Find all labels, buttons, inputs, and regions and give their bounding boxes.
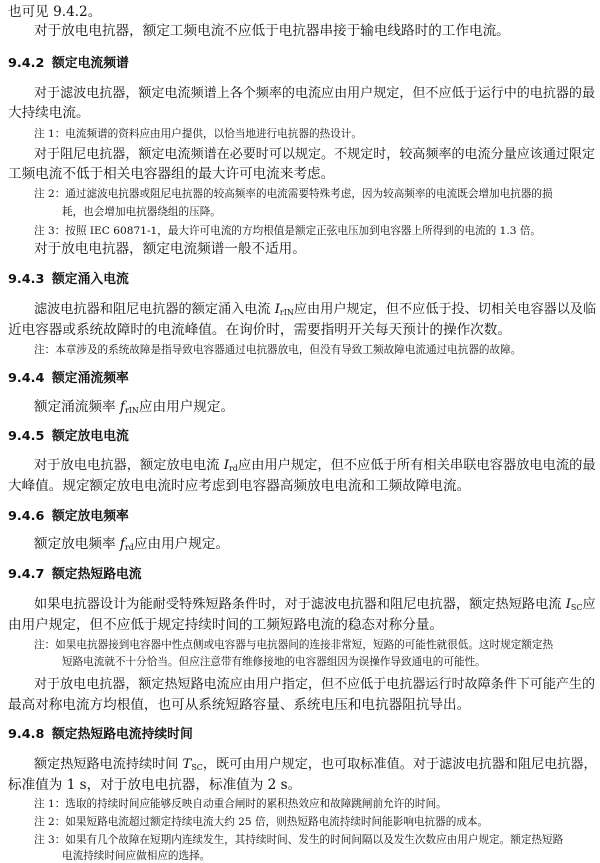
intro-line-1: 也可见 9.4.2。 (8, 4, 102, 20)
section-number: 9.4.2 (8, 56, 45, 71)
paragraph: 对于阻尼电抗器，额定电流频谱在必要时可以规定。不规定时，较高频率的电流分量应该通过限定 (34, 147, 596, 162)
paragraph: 对于放电电抗器，额定热短路电流应由用户指定，但不应低于电抗器运行时故障条件下可能产生的 (34, 677, 596, 692)
note: 注 1：选取的持续时间应能够反映自动重合闸时的累积热效应和故障跳闸前允许的时间。 (34, 798, 447, 810)
section-number: 9.4.3 (8, 272, 45, 287)
note: 注 3：按照 IEC 60871-1，最大许可电流的方均根值是额定正弦电压加到电容器上所得到的电流的 1.3 倍。 (34, 225, 542, 237)
section-title: 额定涌入电流 (52, 272, 129, 287)
paragraph: 滤波电抗器和阻尼电抗器的额定涌入电流 $I_{rIN}$应由用户规定，但不应低于投、切相关电容器以及临 (34, 302, 597, 317)
section-title: 额定涌流频率 (52, 371, 129, 386)
section-title: 额定电流频谱 (52, 56, 129, 71)
section-title: 额定放电频率 (52, 509, 129, 524)
section-9-4-5-heading (8, 428, 129, 446)
note: 注 2：通过滤波电抗器或阻尼电抗器的较高频率的电流需要特殊考虑，因为较高频率的电流既会增加电抗器的损 (34, 188, 553, 200)
section-number: 9.4.8 (8, 727, 45, 742)
section-number: 9.4.7 (8, 567, 45, 582)
paragraph: 额定涌流频率 $f_{rIN}$应由用户规定。 (34, 399, 235, 415)
intro-line-2: 对于放电电抗器，额定工频电流不应低于电抗器串接于输电线路时的工作电流。 (34, 23, 510, 39)
section-9-4-8-heading (8, 726, 193, 744)
section-9-4-7-heading (8, 566, 142, 584)
section-9-4-6-heading (8, 508, 129, 526)
section-9-4-4-heading (8, 370, 129, 388)
paragraph: 工频电流不低于相关电容器组的最大许可电流来考虑。 (8, 166, 335, 182)
paragraph: 标准值为 1 s，对于放电电抗器，标准值为 2 s。 (8, 777, 302, 793)
section-title: 额定放电电流 (52, 429, 129, 444)
note: 注 2：如果短路电流超过额定持续电流大约 25 倍，则热短路电流持续时间能影响电抗器的成本。 (34, 816, 489, 828)
paragraph: 大峰值。规定额定放电电流时应考虑到电容器高频放电电流和工频故障电流。 (8, 478, 471, 494)
paragraph: 对于滤波电抗器，额定电流频谱上各个频率的电流应由用户规定，但不应低于运行中的电抗器的最 (34, 86, 596, 101)
paragraph: 额定放电频率 $f_{rd}$应由用户规定。 (34, 536, 230, 552)
paragraph: 近电容器或系统故障时的电流峰值。在询价时，需要指明开关每天预计的操作次数。 (8, 322, 511, 338)
note: 注 3：如果有几个故障在短期内连续发生，其持续时间、发生的时间间隔以及发生次数应由用户规定。额定热短路 (34, 834, 564, 846)
paragraph: 对于放电电抗器，额定电流频谱一般不适用。 (34, 241, 306, 257)
section-number: 9.4.6 (8, 509, 45, 524)
section-9-4-2-heading (8, 55, 129, 73)
note: 注：如果电抗器接到电容器中性点侧或电容器与电抗器间的连接非常短，短路的可能性就很低。这时规定额定热 (34, 639, 554, 651)
section-title: 额定热短路电流持续时间 (52, 727, 193, 742)
paragraph: 对于放电电抗器，额定放电电流 $I_{rd}$应由用户规定，但不应低于所有相关串联电容器放电电流的最 (34, 458, 596, 473)
section-9-4-3-heading (8, 271, 129, 289)
paragraph: 如果电抗器设计为能耐受特殊短路条件时，对于滤波电抗器和阻尼电抗器，额定热短路电流 $I_{SC}$应 (34, 597, 596, 612)
paragraph: 最高对称电流方均根值，也可从系统短路容量、系统电压和电抗器阻抗导出。 (8, 697, 471, 713)
note: 注 1：电流频谱的资料应由用户提供，以恰当地进行电抗器的热设计。 (34, 128, 362, 140)
note: 短路电流就不十分恰当。但应注意带有维修接地的电容器组因为误操作导致通电的可能性。 (62, 656, 486, 668)
section-number: 9.4.5 (8, 429, 45, 444)
section-number: 9.4.4 (8, 371, 45, 386)
note: 电流持续时间应做相应的选择。 (62, 850, 211, 862)
note: 耗，也会增加电抗器绕组的压降。 (62, 206, 221, 218)
section-title: 额定热短路电流 (52, 567, 142, 582)
paragraph: 由用户规定，但不应低于规定持续时间的工频短路电流的稳态对称分量。 (8, 617, 443, 633)
note: 注：本章涉及的系统故障是指导致电容器通过电抗器放电，但没有导致工频故障电流通过电抗器的故障。 (34, 344, 522, 356)
paragraph: 额定热短路电流持续时间 $T_{SC}$，既可由用户规定，也可取标准值。对于滤波电抗器和阻尼电抗器， (34, 757, 597, 772)
paragraph: 大持续电流。 (8, 105, 90, 121)
